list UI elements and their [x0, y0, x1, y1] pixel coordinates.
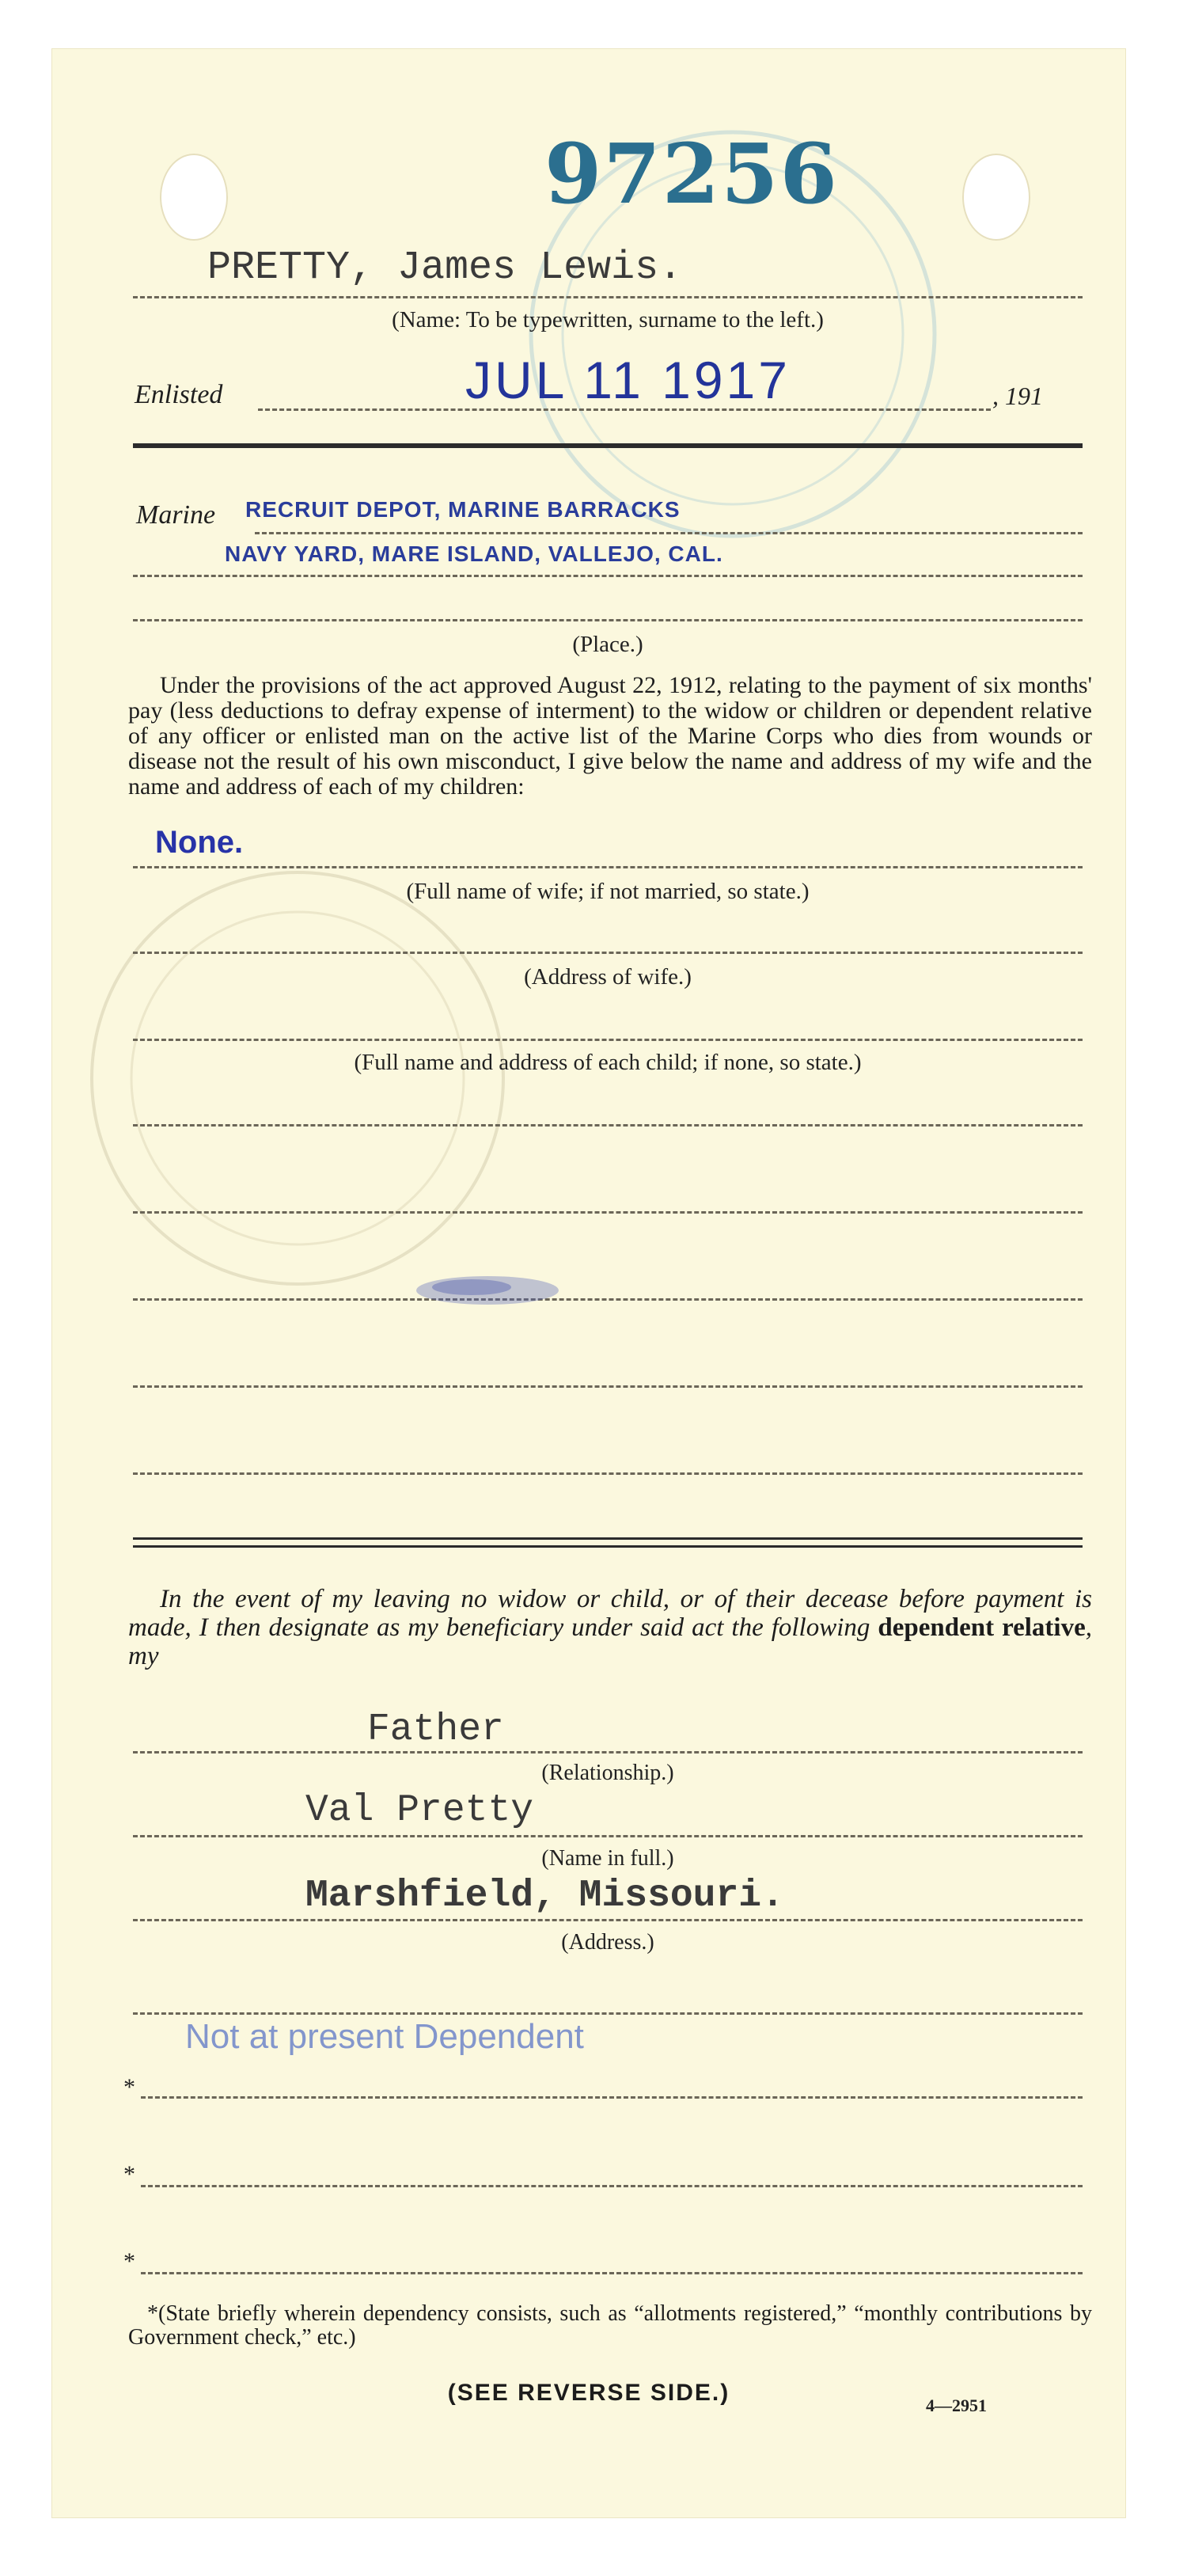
children-caption: (Full name and address of each child; if none, so state.): [354, 1050, 862, 1075]
section-divider-top: [133, 1537, 1083, 1540]
enlisted-line: [258, 408, 991, 411]
wife-name-value: None.: [155, 825, 244, 860]
place-underline-3: [133, 619, 1083, 621]
dependency-line-2: [141, 2185, 1083, 2187]
enlisted-date: JUL 11 1917: [465, 351, 791, 409]
beneficiary-address-value: Marshfield, Missouri.: [305, 1875, 784, 1917]
place-line-2: NAVY YARD, MARE ISLAND, VALLEJO, CAL.: [225, 541, 723, 566]
relationship-value: Father: [367, 1708, 504, 1751]
place-line-1: RECRUIT DEPOT, MARINE BARRACKS: [245, 497, 681, 522]
child-line-2: [133, 1211, 1083, 1214]
name-caption: (Name: To be typewritten, surname to the left.): [392, 307, 824, 332]
form-number: 97256: [544, 125, 839, 222]
place-label: Marine: [136, 500, 216, 530]
relationship-line: [133, 1751, 1083, 1753]
enlisted-year-suffix: , 191: [992, 382, 1043, 410]
name-line: [133, 296, 1083, 298]
ink-smudge-mark: [400, 1267, 575, 1314]
beneficiary-address-line: [133, 1919, 1083, 1921]
enlisted-divider: [133, 443, 1083, 448]
wife-name-line: [133, 866, 1083, 868]
place-underline-1: [255, 532, 1083, 534]
child-line-1: [133, 1124, 1083, 1127]
provisions-paragraph: Under the provisions of the act approved August 22, 1912, relating to the payment of six months' pay (less deductions to defray expense of interment) to the widow or children or dependent relative of any officer or enlisted man on the active list of the Marine Corps who dies from wounds or disease not the result of his own misconduct, I give below the name and address of my wife and the name and address of each of my children:: [128, 672, 1092, 800]
wife-address-line: [133, 952, 1083, 954]
place-caption: (Place.): [572, 632, 643, 657]
dependency-line-3: [141, 2272, 1083, 2274]
see-reverse-side: (SEE REVERSE SIDE.): [447, 2380, 730, 2406]
beneficiary-paragraph-bold: dependent relative: [878, 1613, 1086, 1642]
wife-name-caption: (Full name of wife; if not married, so state.): [406, 879, 810, 904]
beneficiary-paragraph-text: In the event of my leaving no widow or child, or of their decease before payment is made, I then designate as my beneficiary under said act the following: [128, 1585, 1092, 1642]
section-divider-bottom: [133, 1545, 1083, 1548]
form-code: 4—2951: [926, 2396, 987, 2415]
enlisted-label: Enlisted: [135, 380, 223, 409]
child-line-0: [133, 1039, 1083, 1041]
punch-hole-left: [160, 154, 228, 241]
footnote: *(State briefly wherein dependency consists, such as “allotments registered,” “monthly contributions by Government check,” etc.): [128, 2301, 1092, 2350]
name-value: PRETTY, James Lewis.: [207, 245, 683, 291]
beneficiary-paragraph-end: , my: [128, 1613, 1092, 1670]
dependency-stamp: Not at present Dependent: [185, 2017, 584, 2056]
dependency-asterisk-2: *: [123, 2161, 135, 2187]
beneficiary-paragraph: [128, 1585, 1092, 1670]
form-page: [52, 49, 1125, 2517]
beneficiary-name-line: [133, 1835, 1083, 1837]
dependency-line-0: [133, 2012, 1083, 2015]
child-line-3: [133, 1298, 1083, 1301]
dependency-line-1: [141, 2096, 1083, 2099]
beneficiary-name-value: Val Pretty: [305, 1789, 534, 1832]
dependency-asterisk-1: *: [123, 2074, 135, 2100]
beneficiary-address-caption: (Address.): [561, 1930, 654, 1955]
wife-address-caption: (Address of wife.): [524, 964, 692, 990]
relationship-caption: (Relationship.): [541, 1761, 674, 1785]
place-underline-2: [133, 575, 1083, 577]
child-line-4: [133, 1385, 1083, 1388]
beneficiary-name-caption: (Name in full.): [541, 1846, 674, 1871]
child-line-5: [133, 1472, 1083, 1475]
dependency-asterisk-3: *: [123, 2248, 135, 2274]
